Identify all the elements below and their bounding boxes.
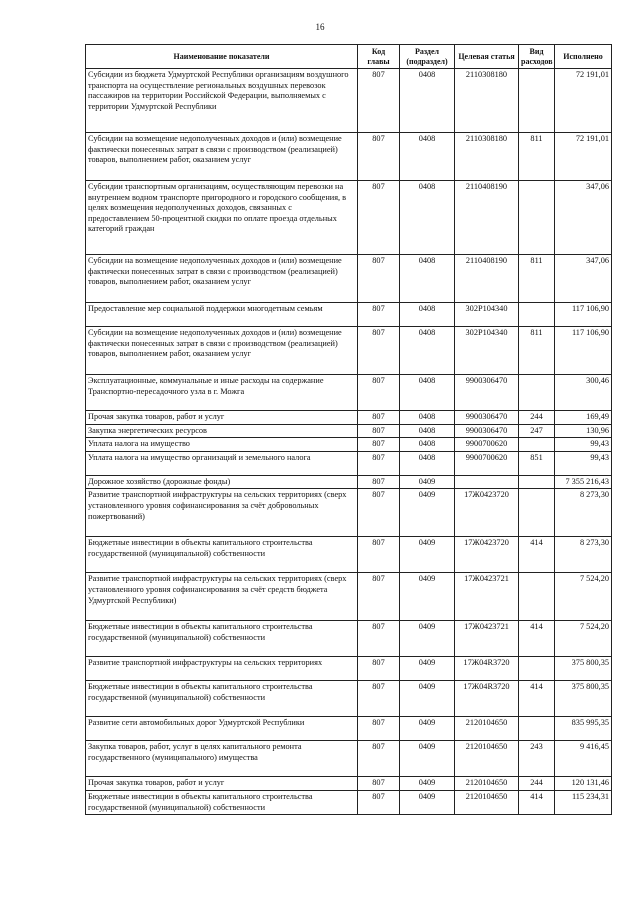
cell-name: Уплата налога на имущество bbox=[86, 438, 358, 452]
table-row bbox=[86, 255, 612, 303]
cell-exptype bbox=[519, 573, 555, 621]
cell-amount: 7 524,20 bbox=[555, 621, 612, 657]
cell-amount: 9 416,45 bbox=[555, 741, 612, 777]
table-row bbox=[86, 133, 612, 181]
cell-target: 17Ж0423720 bbox=[455, 537, 519, 573]
cell-target: 302P104340 bbox=[455, 303, 519, 327]
cell-name: Развитие транспортной инфраструктуры на сельских территориях bbox=[86, 657, 358, 681]
cell-exptype bbox=[519, 303, 555, 327]
cell-exptype bbox=[519, 475, 555, 489]
cell-amount: 8 273,30 bbox=[555, 537, 612, 573]
cell-target: 17Ж0423721 bbox=[455, 573, 519, 621]
cell-amount: 72 191,01 bbox=[555, 133, 612, 181]
header-exptype: Вид расходов bbox=[519, 45, 555, 69]
cell-name: Развитие сети автомобильных дорог Удмуртской Республики bbox=[86, 717, 358, 741]
cell-section: 0408 bbox=[400, 438, 455, 452]
cell-section: 0409 bbox=[400, 777, 455, 791]
cell-code: 807 bbox=[358, 790, 400, 814]
cell-section: 0409 bbox=[400, 489, 455, 537]
cell-name: Бюджетные инвестиции в объекты капитального строительства государственной (муниципальной) собственности bbox=[86, 790, 358, 814]
cell-exptype bbox=[519, 181, 555, 255]
cell-section: 0409 bbox=[400, 621, 455, 657]
cell-code: 807 bbox=[358, 657, 400, 681]
cell-exptype: 414 bbox=[519, 681, 555, 717]
cell-name: Развитие транспортной инфраструктуры на сельских территориях (сверх установленного уровня софинансирования за счёт добровольных пожертвований) bbox=[86, 489, 358, 537]
cell-amount: 347,06 bbox=[555, 255, 612, 303]
table-row bbox=[86, 777, 612, 791]
cell-amount: 375 800,35 bbox=[555, 657, 612, 681]
cell-amount: 8 273,30 bbox=[555, 489, 612, 537]
cell-section: 0408 bbox=[400, 451, 455, 475]
cell-target: 9900700620 bbox=[455, 438, 519, 452]
cell-code: 807 bbox=[358, 475, 400, 489]
table-row bbox=[86, 681, 612, 717]
cell-section: 0409 bbox=[400, 475, 455, 489]
cell-exptype: 414 bbox=[519, 621, 555, 657]
header-code: Код главы bbox=[358, 45, 400, 69]
cell-section: 0409 bbox=[400, 573, 455, 621]
cell-amount: 347,06 bbox=[555, 181, 612, 255]
cell-name: Субсидии на возмещение недополученных доходов и (или) возмещение фактически понесенных затрат в связи с производством (реализацией) товаров, выполнением работ, оказанием услуг bbox=[86, 327, 358, 375]
table-row bbox=[86, 411, 612, 425]
cell-code: 807 bbox=[358, 777, 400, 791]
cell-code: 807 bbox=[358, 411, 400, 425]
cell-code: 807 bbox=[358, 181, 400, 255]
cell-name: Закупка энергетических ресурсов bbox=[86, 424, 358, 438]
cell-target: 302P104340 bbox=[455, 327, 519, 375]
cell-code: 807 bbox=[358, 255, 400, 303]
cell-amount: 99,43 bbox=[555, 438, 612, 452]
cell-target: 2120104650 bbox=[455, 741, 519, 777]
cell-code: 807 bbox=[358, 717, 400, 741]
cell-code: 807 bbox=[358, 303, 400, 327]
cell-name: Закупка товаров, работ, услуг в целях капитального ремонта государственного (муниципального) имущества bbox=[86, 741, 358, 777]
cell-code: 807 bbox=[358, 438, 400, 452]
cell-target: 9900306470 bbox=[455, 424, 519, 438]
cell-code: 807 bbox=[358, 451, 400, 475]
cell-target: 17Ж0423721 bbox=[455, 621, 519, 657]
cell-code: 807 bbox=[358, 133, 400, 181]
cell-name: Субсидии на возмещение недополученных доходов и (или) возмещение фактически понесенных затрат в связи с производством (реализацией) товаров, выполнением работ, оказанием услуг bbox=[86, 255, 358, 303]
cell-exptype bbox=[519, 717, 555, 741]
table-row bbox=[86, 451, 612, 475]
table-row bbox=[86, 181, 612, 255]
cell-name: Субсидии на возмещение недополученных доходов и (или) возмещение фактически понесенных затрат в связи с производством (реализацией) товаров, выполнением работ, оказанием услуг bbox=[86, 133, 358, 181]
cell-target: 2110308180 bbox=[455, 69, 519, 133]
cell-target: 17Ж0423720 bbox=[455, 489, 519, 537]
cell-target: 2110408190 bbox=[455, 255, 519, 303]
cell-code: 807 bbox=[358, 573, 400, 621]
cell-amount: 99,43 bbox=[555, 451, 612, 475]
cell-exptype: 414 bbox=[519, 537, 555, 573]
cell-amount: 169,49 bbox=[555, 411, 612, 425]
table-row bbox=[86, 69, 612, 133]
table-row bbox=[86, 327, 612, 375]
table-row bbox=[86, 489, 612, 537]
cell-exptype: 811 bbox=[519, 255, 555, 303]
cell-code: 807 bbox=[358, 424, 400, 438]
cell-name: Прочая закупка товаров, работ и услуг bbox=[86, 411, 358, 425]
cell-target bbox=[455, 475, 519, 489]
cell-code: 807 bbox=[358, 327, 400, 375]
table-row bbox=[86, 717, 612, 741]
cell-name: Уплата налога на имущество организаций и земельного налога bbox=[86, 451, 358, 475]
table-row bbox=[86, 424, 612, 438]
cell-name: Субсидии транспортным организациям, осуществляющим перевозки на внутреннем водном транспорте пригородного и городского сообщения, в целях возмещения недополученных доходов, связанных с предоставлением 50-процентной скидки по оплате проезда отдельных категорий граждан bbox=[86, 181, 358, 255]
cell-section: 0408 bbox=[400, 69, 455, 133]
cell-amount: 120 131,46 bbox=[555, 777, 612, 791]
cell-section: 0409 bbox=[400, 790, 455, 814]
cell-section: 0408 bbox=[400, 375, 455, 411]
cell-code: 807 bbox=[358, 489, 400, 537]
cell-section: 0409 bbox=[400, 717, 455, 741]
cell-section: 0408 bbox=[400, 255, 455, 303]
cell-exptype: 243 bbox=[519, 741, 555, 777]
cell-exptype: 414 bbox=[519, 790, 555, 814]
cell-code: 807 bbox=[358, 741, 400, 777]
cell-target: 2110308180 bbox=[455, 133, 519, 181]
table-row bbox=[86, 621, 612, 657]
cell-name: Предоставление мер социальной поддержки многодетным семьям bbox=[86, 303, 358, 327]
cell-amount: 115 234,31 bbox=[555, 790, 612, 814]
cell-amount: 375 800,35 bbox=[555, 681, 612, 717]
cell-name: Прочая закупка товаров, работ и услуг bbox=[86, 777, 358, 791]
table-row bbox=[86, 790, 612, 814]
table-row bbox=[86, 573, 612, 621]
cell-exptype: 811 bbox=[519, 133, 555, 181]
cell-target: 2120104650 bbox=[455, 717, 519, 741]
table-row bbox=[86, 303, 612, 327]
cell-target: 2110408190 bbox=[455, 181, 519, 255]
cell-code: 807 bbox=[358, 69, 400, 133]
table-row bbox=[86, 375, 612, 411]
cell-exptype: 244 bbox=[519, 777, 555, 791]
header-section: Раздел (подраздел) bbox=[400, 45, 455, 69]
cell-target: 17Ж04R3720 bbox=[455, 657, 519, 681]
cell-section: 0409 bbox=[400, 657, 455, 681]
cell-exptype bbox=[519, 489, 555, 537]
cell-amount: 7 524,20 bbox=[555, 573, 612, 621]
cell-name: Бюджетные инвестиции в объекты капитального строительства государственной (муниципальной) собственности bbox=[86, 537, 358, 573]
cell-amount: 7 355 216,43 bbox=[555, 475, 612, 489]
cell-section: 0408 bbox=[400, 181, 455, 255]
cell-amount: 72 191,01 bbox=[555, 69, 612, 133]
header-name: Наименование показатели bbox=[86, 45, 358, 69]
cell-exptype: 811 bbox=[519, 327, 555, 375]
cell-section: 0409 bbox=[400, 681, 455, 717]
budget-execution-table bbox=[85, 44, 612, 815]
table-row bbox=[86, 741, 612, 777]
cell-section: 0408 bbox=[400, 411, 455, 425]
cell-name: Дорожное хозяйство (дорожные фонды) bbox=[86, 475, 358, 489]
cell-target: 2120104650 bbox=[455, 790, 519, 814]
cell-target: 9900306470 bbox=[455, 375, 519, 411]
cell-section: 0408 bbox=[400, 303, 455, 327]
cell-name: Эксплуатационные, коммунальные и иные расходы на содержание Транспортно-пересадочного узла в г. Можга bbox=[86, 375, 358, 411]
cell-exptype: 247 bbox=[519, 424, 555, 438]
cell-name: Бюджетные инвестиции в объекты капитального строительства государственной (муниципальной) собственности bbox=[86, 621, 358, 657]
cell-section: 0409 bbox=[400, 741, 455, 777]
cell-amount: 835 995,35 bbox=[555, 717, 612, 741]
cell-exptype bbox=[519, 375, 555, 411]
cell-target: 9900700620 bbox=[455, 451, 519, 475]
cell-exptype bbox=[519, 69, 555, 133]
cell-target: 17Ж04R3720 bbox=[455, 681, 519, 717]
cell-exptype bbox=[519, 657, 555, 681]
cell-amount: 117 106,90 bbox=[555, 303, 612, 327]
cell-amount: 117 106,90 bbox=[555, 327, 612, 375]
cell-section: 0408 bbox=[400, 133, 455, 181]
cell-exptype: 244 bbox=[519, 411, 555, 425]
table-row bbox=[86, 475, 612, 489]
table-row bbox=[86, 438, 612, 452]
cell-amount: 130,96 bbox=[555, 424, 612, 438]
cell-exptype: 851 bbox=[519, 451, 555, 475]
page-number: 16 bbox=[315, 22, 325, 32]
cell-name: Развитие транспортной инфраструктуры на сельских территориях (сверх установленного уровня софинансирования за счёт средств бюджета Удмуртской Республики) bbox=[86, 573, 358, 621]
table-row bbox=[86, 657, 612, 681]
cell-code: 807 bbox=[358, 621, 400, 657]
cell-section: 0408 bbox=[400, 424, 455, 438]
header-amount: Исполнено bbox=[555, 45, 612, 69]
header-target: Целевая статья bbox=[455, 45, 519, 69]
cell-exptype bbox=[519, 438, 555, 452]
cell-code: 807 bbox=[358, 375, 400, 411]
cell-target: 2120104650 bbox=[455, 777, 519, 791]
cell-code: 807 bbox=[358, 537, 400, 573]
table-row bbox=[86, 537, 612, 573]
cell-name: Бюджетные инвестиции в объекты капитального строительства государственной (муниципальной) собственности bbox=[86, 681, 358, 717]
cell-code: 807 bbox=[358, 681, 400, 717]
cell-name: Субсидии из бюджета Удмуртской Республики организациям воздушного транспорта на осуществление региональных воздушных перевозок пассажиров на территории Российской Федерации, выполняемых с территории Удмуртской Республики bbox=[86, 69, 358, 133]
cell-section: 0409 bbox=[400, 537, 455, 573]
cell-section: 0408 bbox=[400, 327, 455, 375]
table-header-row bbox=[86, 45, 612, 69]
cell-amount: 300,46 bbox=[555, 375, 612, 411]
cell-target: 9900306470 bbox=[455, 411, 519, 425]
